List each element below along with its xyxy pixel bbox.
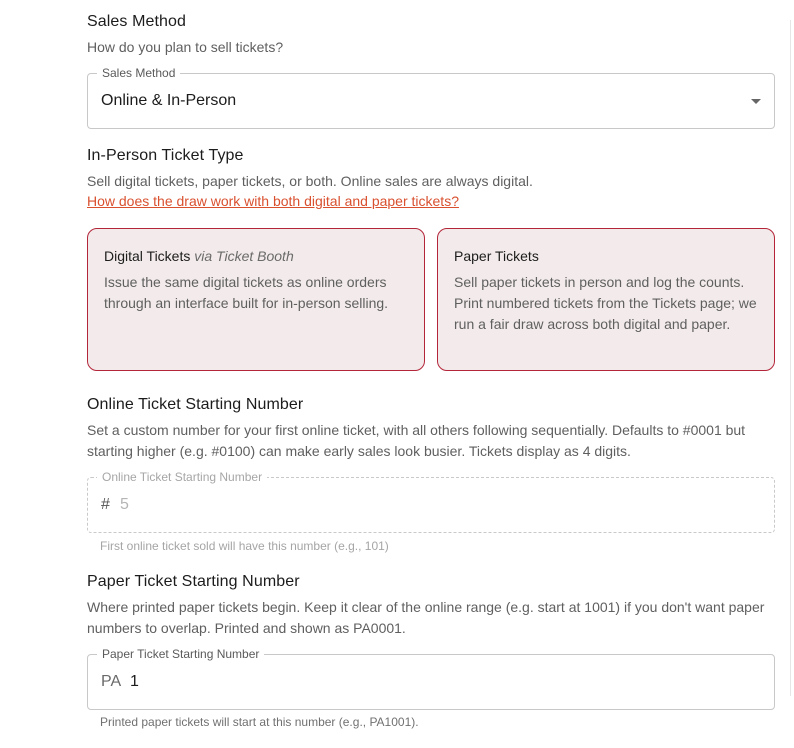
- ticket-type-description: Sell digital tickets, paper tickets, or both. Online sales are always digital.: [87, 173, 533, 189]
- online-start-title: Online Ticket Starting Number: [87, 396, 304, 413]
- caret-down-icon[interactable]: [751, 99, 761, 104]
- online-start-label: Online Ticket Starting Number: [97, 470, 267, 484]
- paper-start-description: Where printed paper tickets begin. Keep it clear of the online range (e.g. start at 1001) if you don't want paper numbers to overlap. Printed and shown as PA0001.: [87, 599, 765, 636]
- paper-start-title: Paper Ticket Starting Number: [87, 573, 300, 590]
- digital-tickets-description: Issue the same digital tickets as online orders through an interface built for in-person selling.: [104, 274, 389, 311]
- digital-tickets-card-title: [104, 248, 409, 264]
- paper-tickets-title: Paper Tickets: [454, 248, 539, 264]
- draw-help-link[interactable]: How does the draw work with both digital and paper tickets?: [87, 193, 459, 209]
- paper-start-input[interactable]: [87, 647, 775, 710]
- sales-method-label: Sales Method: [97, 66, 180, 80]
- online-start-input[interactable]: [87, 470, 775, 533]
- paper-start-label: Paper Ticket Starting Number: [97, 647, 264, 661]
- sales-method-description: How do you plan to sell tickets?: [87, 39, 284, 55]
- digital-tickets-title: Digital Tickets: [104, 248, 191, 264]
- paper-tickets-card[interactable]: [437, 228, 775, 371]
- digital-tickets-subtitle: via Ticket Booth: [194, 248, 294, 264]
- digital-tickets-card[interactable]: [87, 228, 425, 371]
- scrollbar-edge: [790, 20, 792, 696]
- sales-method-select[interactable]: [87, 66, 775, 129]
- online-start-placeholder: 5: [120, 496, 129, 513]
- paper-tickets-description: Sell paper tickets in person and log the counts. Print numbered tickets from the Tickets page; we run a fair draw across both digital and paper.: [454, 274, 757, 332]
- online-start-description: Set a custom number for your first online ticket, with all others following sequentially. Defaults to #0001 but starting higher (e.g. #0100) can make early sales look busier. Tickets display as 4 digits.: [87, 422, 746, 459]
- ticket-type-title: In-Person Ticket Type: [87, 147, 244, 164]
- paper-start-helper: Printed paper tickets will start at this number (e.g., PA1001).: [100, 715, 419, 729]
- sales-method-title: Sales Method: [87, 13, 187, 30]
- sales-method-value: Online & In-Person: [101, 92, 237, 109]
- online-start-prefix: #: [101, 496, 110, 513]
- online-start-helper: First online ticket sold will have this number (e.g., 101): [100, 539, 389, 553]
- paper-start-value: 1: [130, 673, 139, 690]
- paper-start-prefix: PA: [101, 673, 122, 690]
